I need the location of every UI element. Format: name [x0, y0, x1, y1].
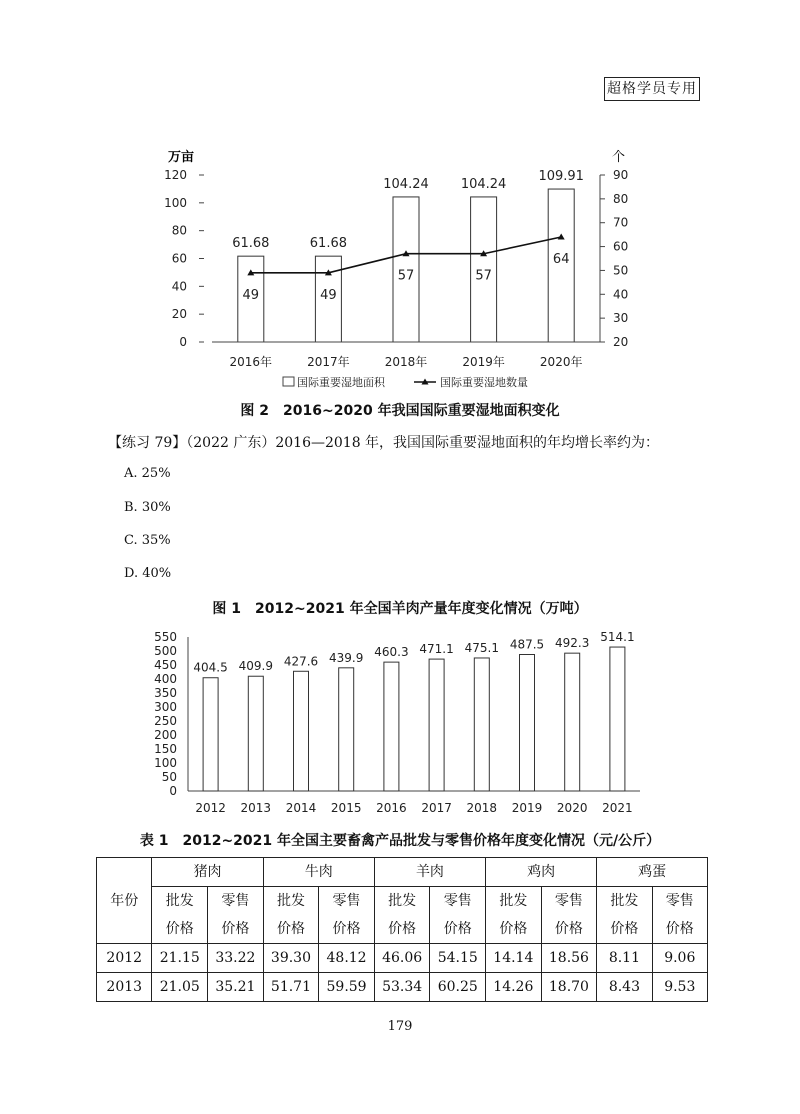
production-bar-label: 427.6 — [283, 654, 319, 669]
area-bar-label: 104.24 — [460, 176, 507, 192]
right-axis-unit: 个 — [612, 150, 626, 165]
exclusive-badge: 超格学员专用 — [604, 77, 700, 101]
production-bar-label: 404.5 — [193, 660, 228, 675]
area-bar-label: 104.24 — [383, 176, 429, 192]
x-tick-label: 2017 — [421, 801, 452, 815]
price-cell: 35.21 — [208, 973, 264, 1002]
right-tick-label: 90 — [613, 168, 629, 182]
option-c[interactable]: C. 35% — [124, 533, 171, 548]
x-tick-label: 2018 — [466, 801, 498, 815]
right-tick-label: 20 — [613, 335, 629, 349]
year-cell: 2013 — [97, 973, 152, 1002]
production-bar-label: 439.9 — [329, 650, 364, 665]
production-bar-label: 460.3 — [374, 645, 409, 660]
production-bar — [520, 655, 535, 792]
price-cell: 59.59 — [319, 973, 375, 1002]
x-tick-label: 2012 — [195, 801, 226, 815]
y-tick-label: 450 — [154, 658, 177, 672]
option-b[interactable]: B. 30% — [124, 500, 171, 515]
count-label: 49 — [242, 287, 260, 303]
x-tick-label: 2014 — [285, 801, 317, 815]
sub-header: 零售 — [430, 887, 486, 916]
product-header: 牛肉 — [263, 858, 374, 887]
price-cell: 39.30 — [263, 944, 319, 973]
left-axis-unit: 万亩 — [168, 150, 195, 165]
production-bar-label: 492.3 — [555, 636, 590, 651]
left-tick-label: 20 — [171, 307, 187, 322]
sub-header: 批发 — [486, 887, 542, 916]
y-tick-label: 200 — [154, 728, 177, 742]
y-tick-label: 100 — [154, 756, 177, 770]
price-cell: 51.71 — [263, 973, 319, 1002]
x-tick-label: 2019 — [511, 801, 543, 815]
x-tick-label: 2016 — [376, 801, 407, 815]
x-tick-label: 2016年 — [229, 355, 273, 369]
production-bar — [429, 659, 444, 791]
price-cell: 60.25 — [430, 973, 486, 1002]
price-cell: 48.12 — [319, 944, 375, 973]
table-header-products — [97, 858, 708, 887]
sub-header: 批发 — [597, 887, 652, 916]
mutton-chart — [0, 620, 800, 820]
x-tick-label: 2021 — [602, 801, 633, 815]
price-cell: 14.26 — [486, 973, 542, 1002]
price-cell: 18.56 — [541, 944, 597, 973]
left-tick-label: 40 — [171, 279, 187, 294]
production-bar — [248, 676, 263, 791]
price-cell: 53.34 — [374, 973, 430, 1002]
production-bar — [565, 653, 580, 791]
count-label: 57 — [397, 268, 415, 284]
product-header: 鸡肉 — [486, 858, 597, 887]
product-header: 鸡蛋 — [597, 858, 708, 887]
production-bar-label: 471.1 — [419, 642, 454, 657]
right-tick-label: 40 — [613, 287, 629, 302]
page-number: 179 — [387, 1019, 413, 1034]
right-tick-label: 50 — [613, 263, 629, 278]
price-table — [96, 857, 708, 1002]
price-cell: 54.15 — [430, 944, 486, 973]
sub-header: 批发 — [374, 887, 430, 916]
table-row — [97, 973, 708, 1002]
sub-header: 批发 — [263, 887, 319, 916]
table-header-sub-bottom — [97, 915, 708, 944]
option-d[interactable]: D. 40% — [124, 566, 172, 581]
price-cell: 21.05 — [152, 973, 208, 1002]
count-label: 57 — [475, 268, 492, 284]
year-header: 年份 — [97, 858, 152, 944]
y-tick-label: 300 — [154, 700, 177, 714]
sub-header: 零售 — [541, 887, 597, 916]
sub-header: 价格 — [430, 915, 486, 944]
area-bar-label: 61.68 — [232, 236, 270, 252]
y-tick-label: 400 — [154, 672, 177, 686]
production-bar — [610, 647, 625, 791]
y-tick-label: 50 — [161, 770, 177, 784]
chart1-caption: 图 1 2012~2021 年全国羊肉产量年度变化情况（万吨） — [212, 601, 588, 617]
left-tick-label: 60 — [171, 251, 187, 266]
sub-header: 批发 — [152, 887, 208, 916]
x-tick-label: 2017年 — [307, 355, 350, 369]
price-cell: 8.43 — [597, 973, 652, 1002]
production-bar — [384, 662, 399, 791]
x-tick-label: 2013 — [240, 801, 272, 815]
y-tick-label: 150 — [154, 742, 177, 756]
price-cell: 46.06 — [374, 944, 430, 973]
y-tick-label: 0 — [169, 784, 177, 798]
production-bar-label: 487.5 — [509, 637, 545, 652]
sub-header: 价格 — [263, 915, 319, 944]
wetland-chart — [0, 140, 800, 400]
production-bar-label: 514.1 — [600, 630, 635, 645]
legend-bar-swatch — [283, 377, 294, 386]
right-tick-label: 60 — [613, 239, 629, 254]
x-tick-label: 2015 — [330, 801, 362, 815]
production-bar-label: 475.1 — [464, 640, 499, 655]
y-tick-label: 250 — [154, 714, 177, 728]
legend-bar-label: 国际重要湿地面积 — [297, 376, 385, 389]
production-bar — [339, 668, 354, 791]
left-tick-label: 120 — [164, 168, 187, 182]
left-tick-label: 0 — [179, 335, 187, 349]
sub-header: 价格 — [597, 915, 652, 944]
table-caption: 表 1 2012~2021 年全国主要畜禽产品批发与零售价格年度变化情况（元/公斤） — [139, 833, 661, 849]
production-bar — [474, 658, 489, 791]
count-label: 49 — [320, 287, 337, 303]
sub-header: 价格 — [319, 915, 375, 944]
left-tick-label: 100 — [164, 195, 187, 210]
year-cell: 2012 — [97, 944, 152, 973]
count-label: 64 — [552, 252, 570, 268]
area-bar-label: 109.91 — [538, 169, 584, 185]
option-a[interactable]: A. 25% — [124, 466, 171, 481]
production-bar-label: 409.9 — [238, 659, 273, 674]
y-tick-label: 500 — [154, 644, 177, 658]
table-header-sub-top — [97, 887, 708, 916]
right-tick-label: 70 — [613, 215, 629, 230]
sub-header: 价格 — [541, 915, 597, 944]
question-text: 【练习 79】（2022 广东）2016—2018 年，我国国际重要湿地面积的年均增长率约为： — [108, 435, 660, 451]
y-tick-label: 550 — [154, 630, 177, 644]
price-cell: 9.53 — [652, 973, 707, 1002]
x-tick-label: 2020 — [556, 801, 588, 815]
legend-line-label: 国际重要湿地数量 — [440, 376, 528, 389]
x-tick-label: 2020年 — [539, 355, 583, 369]
price-cell: 14.14 — [486, 944, 542, 973]
price-cell: 18.70 — [541, 973, 597, 1002]
chart2-caption: 图 2 2016~2020 年我国国际重要湿地面积变化 — [240, 403, 560, 419]
production-bar — [294, 671, 309, 791]
sub-header: 零售 — [319, 887, 375, 916]
x-tick-label: 2018年 — [384, 355, 428, 369]
left-tick-label: 80 — [171, 223, 187, 238]
right-tick-label: 80 — [613, 191, 629, 206]
sub-header: 价格 — [208, 915, 264, 944]
sub-header: 价格 — [374, 915, 430, 944]
price-cell: 9.06 — [652, 944, 707, 973]
table-row — [97, 944, 708, 973]
sub-header: 价格 — [486, 915, 542, 944]
production-bar — [203, 678, 218, 791]
sub-header: 零售 — [652, 887, 707, 916]
area-bar-label: 61.68 — [309, 236, 348, 252]
y-tick-label: 350 — [154, 686, 177, 700]
price-cell: 33.22 — [208, 944, 264, 973]
right-tick-label: 30 — [613, 311, 629, 326]
price-cell: 21.15 — [152, 944, 208, 973]
sub-header: 价格 — [652, 915, 707, 944]
sub-header: 零售 — [208, 887, 264, 916]
price-cell: 8.11 — [597, 944, 652, 973]
product-header: 猪肉 — [152, 858, 263, 887]
sub-header: 价格 — [152, 915, 208, 944]
product-header: 羊肉 — [374, 858, 485, 887]
x-tick-label: 2019年 — [462, 355, 505, 369]
